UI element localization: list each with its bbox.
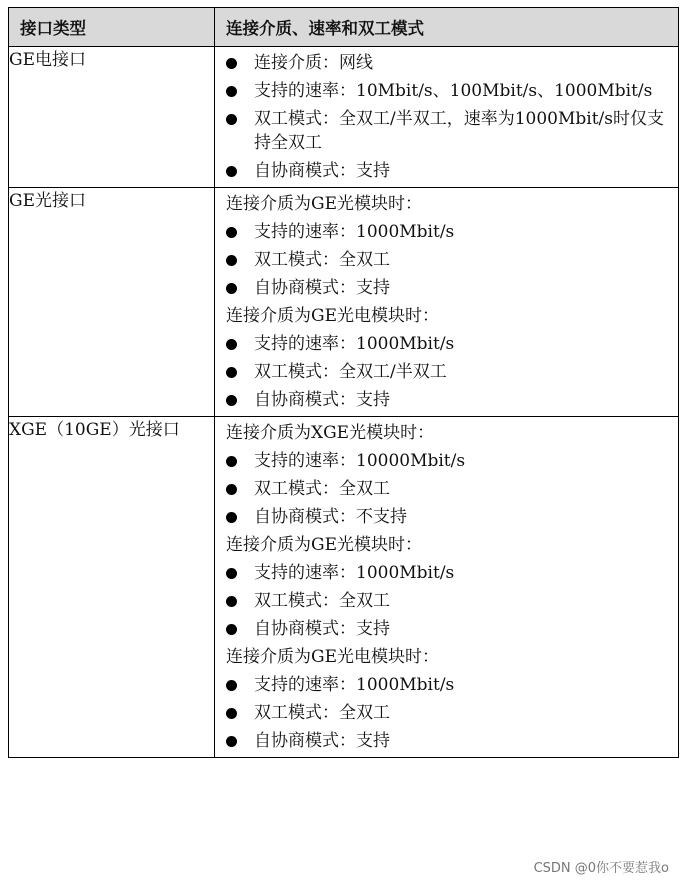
spec-medium-heading: 连接介质为GE光电模块时： xyxy=(226,647,439,667)
bullet-dot-icon xyxy=(226,680,237,691)
spec-bullet-item xyxy=(215,248,678,272)
interface-type-cell: GE光接口 xyxy=(9,188,215,417)
interface-spec-table xyxy=(8,7,679,758)
spec-medium-heading: 连接介质为GE光模块时： xyxy=(226,194,422,214)
bullet-dot-icon xyxy=(226,86,237,97)
spec-bullet-item xyxy=(215,51,678,75)
spec-bullet-text: 支持的速率：10Mbit/s、100Mbit/s、1000Mbit/s xyxy=(254,81,653,101)
spec-description-cell xyxy=(215,47,679,188)
bullet-dot-icon xyxy=(226,596,237,607)
table-header-row xyxy=(9,8,679,47)
table-row xyxy=(9,47,679,188)
spec-bullet-item xyxy=(215,79,678,103)
header-medium-rate-duplex: 连接介质、速率和双工模式 xyxy=(215,8,679,47)
spec-bullet-item xyxy=(215,360,678,384)
bullet-dot-icon xyxy=(226,114,237,125)
spec-bullet-item xyxy=(215,107,678,155)
spec-bullet-item xyxy=(215,589,678,613)
spec-bullet-text: 支持的速率：1000Mbit/s xyxy=(254,675,455,695)
spec-bullet-text: 支持的速率：1000Mbit/s xyxy=(254,222,455,242)
spec-bullet-text: 自协商模式：支持 xyxy=(254,278,390,298)
bullet-dot-icon xyxy=(226,58,237,69)
table-body xyxy=(9,47,679,758)
spec-bullet-item xyxy=(215,276,678,300)
spec-bullet-item xyxy=(215,561,678,585)
spec-bullet-item xyxy=(215,673,678,697)
spec-bullet-text: 双工模式：全双工 xyxy=(254,591,390,611)
bullet-dot-icon xyxy=(226,456,237,467)
table-row xyxy=(9,417,679,758)
spec-bullet-text: 自协商模式：支持 xyxy=(254,619,390,639)
bullet-dot-icon xyxy=(226,736,237,747)
spec-medium-heading: 连接介质为GE光电模块时： xyxy=(226,306,439,326)
bullet-dot-icon xyxy=(226,166,237,177)
spec-bullet-text: 双工模式：全双工/半双工 xyxy=(254,362,447,382)
bullet-dot-icon xyxy=(226,283,237,294)
spec-bullet-text: 双工模式：全双工/半双工，速率为1000Mbit/s时仅支持全双工 xyxy=(254,109,664,153)
spec-bullet-item xyxy=(215,729,678,753)
spec-description-cell xyxy=(215,188,679,417)
header-interface-type: 接口类型 xyxy=(9,8,215,47)
bullet-dot-icon xyxy=(226,512,237,523)
bullet-dot-icon xyxy=(226,227,237,238)
bullet-dot-icon xyxy=(226,568,237,579)
spec-bullet-item xyxy=(215,477,678,501)
spec-medium-heading: 连接介质为XGE光模块时： xyxy=(226,423,435,443)
spec-bullet-text: 双工模式：全双工 xyxy=(254,703,390,723)
bullet-dot-icon xyxy=(226,484,237,495)
spec-bullet-text: 自协商模式：不支持 xyxy=(254,507,407,527)
spec-bullet-text: 支持的速率：10000Mbit/s xyxy=(254,451,466,471)
bullet-dot-icon xyxy=(226,395,237,406)
watermark: CSDN @0你不要惹我o xyxy=(533,861,669,876)
spec-bullet-item xyxy=(215,505,678,529)
spec-bullet-text: 自协商模式：支持 xyxy=(254,390,390,410)
spec-bullet-text: 支持的速率：1000Mbit/s xyxy=(254,563,455,583)
bullet-dot-icon xyxy=(226,708,237,719)
spec-bullet-text: 双工模式：全双工 xyxy=(254,479,390,499)
spec-bullet-item xyxy=(215,449,678,473)
spec-medium-heading: 连接介质为GE光模块时： xyxy=(226,535,422,555)
interface-type-cell: XGE（10GE）光接口 xyxy=(9,417,215,758)
bullet-dot-icon xyxy=(226,367,237,378)
interface-type-cell: GE电接口 xyxy=(9,47,215,188)
spec-bullet-text: 支持的速率：1000Mbit/s xyxy=(254,334,455,354)
bullet-dot-icon xyxy=(226,255,237,266)
spec-bullet-text: 自协商模式：支持 xyxy=(254,731,390,751)
spec-bullet-item xyxy=(215,701,678,725)
spec-bullet-text: 双工模式：全双工 xyxy=(254,250,390,270)
bullet-dot-icon xyxy=(226,624,237,635)
table-row xyxy=(9,188,679,417)
spec-bullet-item xyxy=(215,332,678,356)
bullet-dot-icon xyxy=(226,339,237,350)
spec-bullet-text: 自协商模式：支持 xyxy=(254,161,390,181)
spec-bullet-text: 连接介质：网线 xyxy=(254,53,373,73)
spec-description-cell xyxy=(215,417,679,758)
spec-bullet-item xyxy=(215,220,678,244)
spec-bullet-item xyxy=(215,388,678,412)
spec-bullet-item xyxy=(215,617,678,641)
spec-bullet-item xyxy=(215,159,678,183)
